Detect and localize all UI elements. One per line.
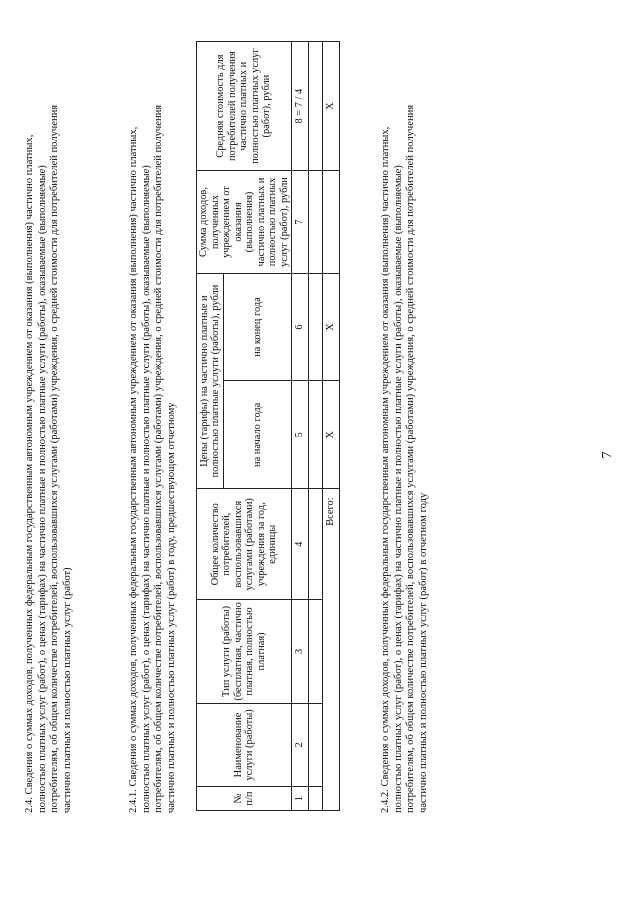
header-service-type: Тип услуги (работы) (бесплатная, частично платная, полностью платная) (197, 600, 292, 704)
section-2-4-1-line: потребителям, об общем количестве потребителей, воспользовавшихся услугами (работами) учреждения, о средней стоимости для потребителей получения (153, 104, 164, 813)
column-number: 8 = 7 / 4 (292, 42, 309, 171)
section-2-4-2-line: потребителям, об общем количестве потребителей, воспользовавшихся услугами (работами) учреждения, о средней стоимости для потребителей получения (405, 104, 416, 813)
page-number: 7 (600, 451, 615, 459)
column-number: 2 (292, 703, 309, 786)
total-label: Всего: (323, 489, 340, 811)
section-2-4-1-line: частично платных и полностью платных услуг (работ) в году, предшествующем отчетному (165, 402, 177, 813)
total-income (323, 171, 340, 274)
section-2-4-2-line: 2.4.2. Сведения о суммах доходов, полученных федеральным государственным автономным учреждением от оказания (выполнения) частично платных, (380, 126, 391, 813)
column-number: 1 (292, 787, 309, 811)
table-cell (309, 381, 323, 489)
paid-services-table (196, 41, 340, 811)
section-2-4-2-paragraph (380, 37, 430, 813)
section-2-4-line: потребителям, об общем количестве потребителей, воспользовавшихся услугами (работами) учреждения, о средней стоимости для потребителей получения (49, 104, 60, 813)
header-prices-group: Цены (тарифы) на частично платные и полностью платные услуги (работы), рубли (197, 273, 224, 489)
column-number-row (292, 42, 309, 811)
section-2-4-2-line: частично платных и полностью платных услуг (работ) в отчетном году (417, 492, 429, 813)
section-2-4-1-line: 2.4.1. Сведения о суммах доходов, полученных федеральным государственным автономным учреждением от оказания (выполнения) частично платных, (128, 126, 139, 813)
header-consumers-count: Общее количество потребителей, воспользовавшихся услугами (работами) учреждения за год, единицы (197, 489, 292, 600)
header-price-start-year: на начало года (224, 381, 292, 489)
total-price-start: X (323, 381, 340, 489)
section-2-4-2-line: полностью платных услуг (работ), о ценах (тарифах) на частично платные и полностью платные услуги (работы), оказываемые (выполняемые) (392, 165, 404, 813)
header-number: № п/п (197, 787, 292, 811)
column-number: 3 (292, 600, 309, 704)
column-number: 4 (292, 489, 309, 600)
total-average-cost: X (323, 42, 340, 171)
total-row (323, 42, 340, 811)
section-2-4-line: 2.4. Сведения о суммах доходов, полученных федеральным государственным автономным учреждением от оказания (выполнения) частично платных, (24, 134, 35, 813)
section-2-4-line: частично платных и полностью платных услуг (работ) (61, 567, 73, 813)
section-2-4-paragraph (24, 37, 74, 813)
table-row (309, 42, 323, 811)
table-cell (309, 273, 323, 381)
table-header-row (197, 42, 224, 811)
table-cell (309, 171, 323, 274)
column-number: 7 (292, 171, 309, 274)
header-service-name: Наименование услуги (работы) (197, 703, 292, 786)
table-cell (309, 787, 323, 811)
section-2-4-1-line: полностью платных услуг (работ), о ценах (тарифах) на частично платные и полностью платные услуги (работы), оказываемые (выполняемые) (140, 165, 152, 813)
table-cell (309, 489, 323, 600)
column-number: 6 (292, 273, 309, 381)
column-number: 5 (292, 381, 309, 489)
header-average-cost: Средняя стоимость для потребителей получения частично платных и полностью платных услуг (работ), рубли (197, 42, 292, 171)
table-cell (309, 703, 323, 786)
table-cell (309, 42, 323, 171)
section-2-4-1-paragraph (128, 37, 178, 813)
total-price-end: X (323, 273, 340, 381)
header-price-end-year: на конец года (224, 273, 292, 381)
section-2-4-line: полностью платных услуг (работ), о ценах (тарифах) на частично платные и полностью платные услуги (работы), оказываемые (выполняемые) (36, 165, 48, 813)
table-cell (309, 600, 323, 704)
header-income-sum: Сумма доходов, полученных учреждением от оказания (выполнения) частично платных и полностью платных услуг (работ), рубли (197, 171, 292, 274)
